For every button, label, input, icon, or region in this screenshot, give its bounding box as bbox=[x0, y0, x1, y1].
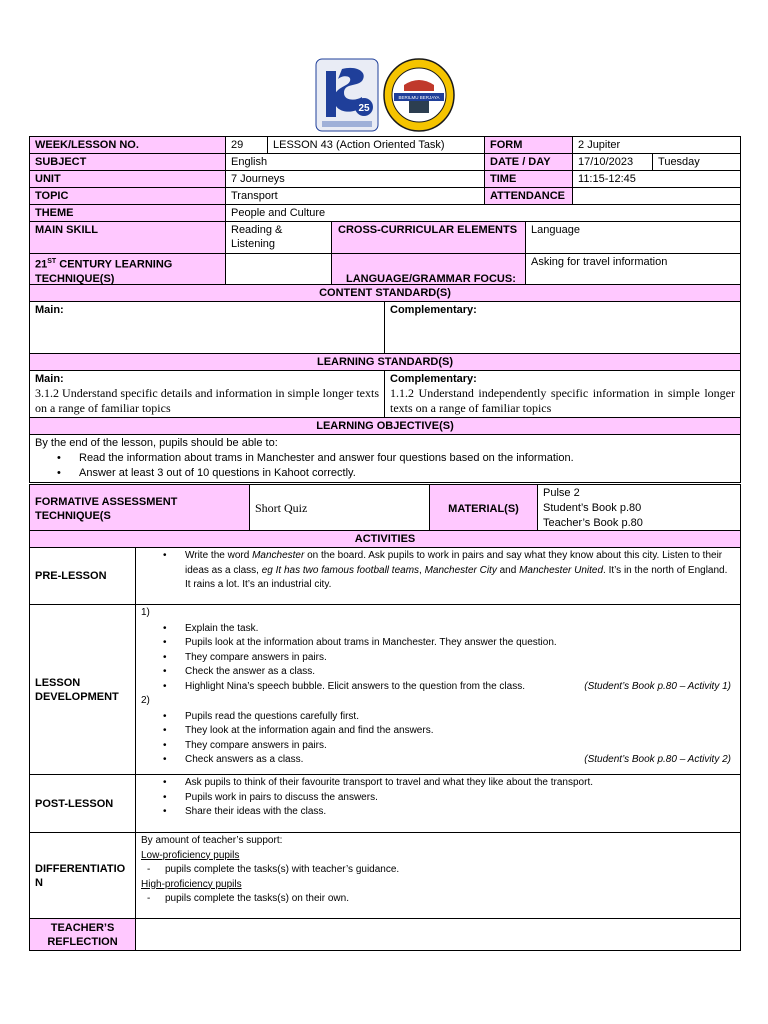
material-item: Pulse 2 bbox=[543, 487, 580, 499]
learning-standard-main: Main: 3.1.2 Understand specific details and information in simple longer texts on a range of familiar topics bbox=[30, 371, 385, 418]
cross-curricular-label: CROSS-CURRICULAR ELEMENTS bbox=[332, 222, 526, 254]
subject-label: SUBJECT bbox=[30, 154, 226, 171]
objective-item: • Answer at least 3 out of 10 questions in Kahoot correctly. bbox=[79, 466, 735, 481]
standards-table bbox=[29, 284, 741, 483]
content-complementary-label: Complementary: bbox=[385, 302, 741, 354]
time-value: 11:15-12:45 bbox=[573, 171, 741, 188]
attendance-label: ATTENDANCE bbox=[485, 188, 573, 205]
skills-table bbox=[29, 204, 741, 288]
activity-1-reference: • (Student’s Book p.80 – Activity 1) bbox=[584, 680, 732, 692]
week-label: WEEK/LESSON NO. bbox=[30, 137, 226, 154]
subject-value: English bbox=[226, 154, 485, 171]
crest-banner: BERILMU BERJAYA bbox=[398, 95, 440, 100]
post-lesson-item: • Share their ideas with the class. bbox=[185, 805, 735, 820]
learning-standard-heading: LEARNING STANDARD(S) bbox=[30, 354, 741, 371]
cross-curricular-value: Language bbox=[526, 222, 741, 254]
grammar-focus-value: Asking for travel information bbox=[526, 254, 741, 288]
high-proficiency-text: - pupils complete the tasks(s) on their own. bbox=[141, 892, 735, 907]
lesson-header-table bbox=[29, 136, 741, 205]
development-item: • Pupils look at the information about trams in Manchester. They answer the question. bbox=[185, 636, 735, 651]
teacher-reflection-label: TEACHER’S REFLECTION bbox=[30, 919, 136, 951]
topic-label: TOPIC bbox=[30, 188, 226, 205]
main-skill-label: MAIN SKILL bbox=[30, 222, 226, 254]
post-lesson-body bbox=[136, 775, 741, 833]
development-item: • They compare answers in pairs. bbox=[185, 739, 735, 754]
development-item: • They compare answers in pairs. bbox=[185, 651, 735, 666]
form-value: 2 Jupiter bbox=[573, 137, 741, 154]
pre-lesson-label: PRE-LESSON bbox=[30, 548, 136, 605]
lesson-value: LESSON 43 (Action Oriented Task) bbox=[268, 137, 485, 154]
low-proficiency-label: Low-proficiency pupils bbox=[141, 849, 240, 861]
activities-table bbox=[29, 530, 741, 951]
form-label: FORM bbox=[485, 137, 573, 154]
development-item: • They look at the information again and find the answers. bbox=[185, 724, 735, 739]
content-main-label: Main: bbox=[30, 302, 385, 354]
unit-value: 7 Journeys bbox=[226, 171, 485, 188]
week-value: 29 bbox=[226, 137, 268, 154]
post-lesson-item: • Ask pupils to think of their favourite transport to travel and what they like about the transport. bbox=[185, 776, 735, 791]
material-label: MATERIAL(S) bbox=[430, 485, 538, 533]
assessment-value: Short Quiz bbox=[250, 485, 430, 533]
material-item: Student’s Book p.80 bbox=[543, 502, 642, 514]
development-item: • Pupils read the questions carefully first. bbox=[185, 710, 735, 725]
activity-2-reference: • (Student’s Book p.80 – Activity 2) bbox=[584, 754, 732, 765]
theme-value: People and Culture bbox=[226, 205, 741, 222]
day-value: Tuesday bbox=[653, 154, 741, 171]
differentiation-body: By amount of teacher’s support: Low-proficiency pupils - pupils complete the tasks(s) with teacher’s guidance. High-proficiency pupils - pupils complete the tasks(s) on their own. bbox=[136, 833, 741, 919]
school-crest bbox=[382, 57, 456, 133]
objective-item: • Read the information about trams in Manchester and answer four questions based on the information. bbox=[79, 451, 735, 466]
time-label: TIME bbox=[485, 171, 573, 188]
date-value: 17/10/2023 bbox=[573, 154, 653, 171]
pre-lesson-body bbox=[136, 548, 741, 605]
differentiation-label: DIFFERENTIATIO N bbox=[30, 833, 136, 919]
lesson-development-label: LESSON DEVELOPMENT bbox=[30, 605, 136, 775]
high-proficiency-label: High-proficiency pupils bbox=[141, 878, 242, 890]
low-proficiency-text: - pupils complete the tasks(s) with teacher’s guidance. bbox=[141, 863, 735, 878]
learning-standard-complementary: Complementary: 1.1.2 Understand independently specific information in simple longer texts on a range of familiar topics bbox=[385, 371, 741, 418]
post-lesson-label: POST-LESSON bbox=[30, 775, 136, 833]
century-learning-label: 21ST CENTURY LEARNING TECHNIQUE(S) bbox=[30, 254, 226, 288]
topic-value: Transport bbox=[226, 188, 485, 205]
grammar-focus-label: LANGUAGE/GRAMMAR FOCUS: bbox=[332, 254, 526, 288]
development-item: • Check the answer as a class. bbox=[185, 665, 735, 680]
date-label: DATE / DAY bbox=[485, 154, 573, 171]
century-learning-value bbox=[226, 254, 332, 288]
main-skill-value: Reading & Listening bbox=[226, 222, 332, 254]
lesson-development-body: 1) • Explain the task. • Pupils look at the information about trams in Manchester. They answer the question. • They compare answers in pairs. • Check the answer as a class. • (Student’s Book p.80 – Activity 1) Highlight Nina’s speech bubble. Elicit answers to the question from the class. 2) • Pupils read the questions carefully first. • They look at the information again and find the answers. • They compare answers in pairs. • (Student’s Book p.80 – Activity 2) Check answers as a class. bbox=[136, 605, 741, 775]
development-item: • Explain the task. bbox=[185, 622, 735, 637]
development-item: • (Student’s Book p.80 – Activity 1) Highlight Nina’s speech bubble. Elicit answers to the question from the class. bbox=[185, 680, 735, 695]
unit-label: UNIT bbox=[30, 171, 226, 188]
assessment-table bbox=[29, 484, 741, 533]
teacher-reflection-body[interactable] bbox=[136, 919, 741, 951]
development-item: • (Student’s Book p.80 – Activity 2) Check answers as a class. bbox=[185, 753, 735, 768]
learning-objective-heading: LEARNING OBJECTIVE(S) bbox=[30, 418, 741, 435]
content-standard-heading: CONTENT STANDARD(S) bbox=[30, 285, 741, 302]
theme-label: THEME bbox=[30, 205, 226, 222]
material-list bbox=[538, 485, 741, 533]
activities-heading: ACTIVITIES bbox=[30, 531, 741, 548]
assessment-label: FORMATIVE ASSESSMENT TECHNIQUE(S bbox=[30, 485, 250, 533]
post-lesson-item: • Pupils work in pairs to discuss the answers. bbox=[185, 791, 735, 806]
learning-objective-body: By the end of the lesson, pupils should be able to: • Read the information about trams in Manchester and answer four questions based on the information. • Answer at least 3 out of 10 questions in Kahoot correctly. bbox=[30, 435, 741, 483]
logo-number: 25 bbox=[358, 103, 370, 114]
attendance-value bbox=[573, 188, 741, 205]
pre-lesson-item: • Write the word Manchester on the board. Ask pupils to work in pairs and say what they know about this city. Listen to their ideas as a class, eg It has two famous football teams, Manchester City and Manchester United. It’s in the north of England. It rains a lot. It’s an industrial city. bbox=[185, 549, 735, 593]
material-item: Teacher’s Book p.80 bbox=[543, 517, 643, 529]
